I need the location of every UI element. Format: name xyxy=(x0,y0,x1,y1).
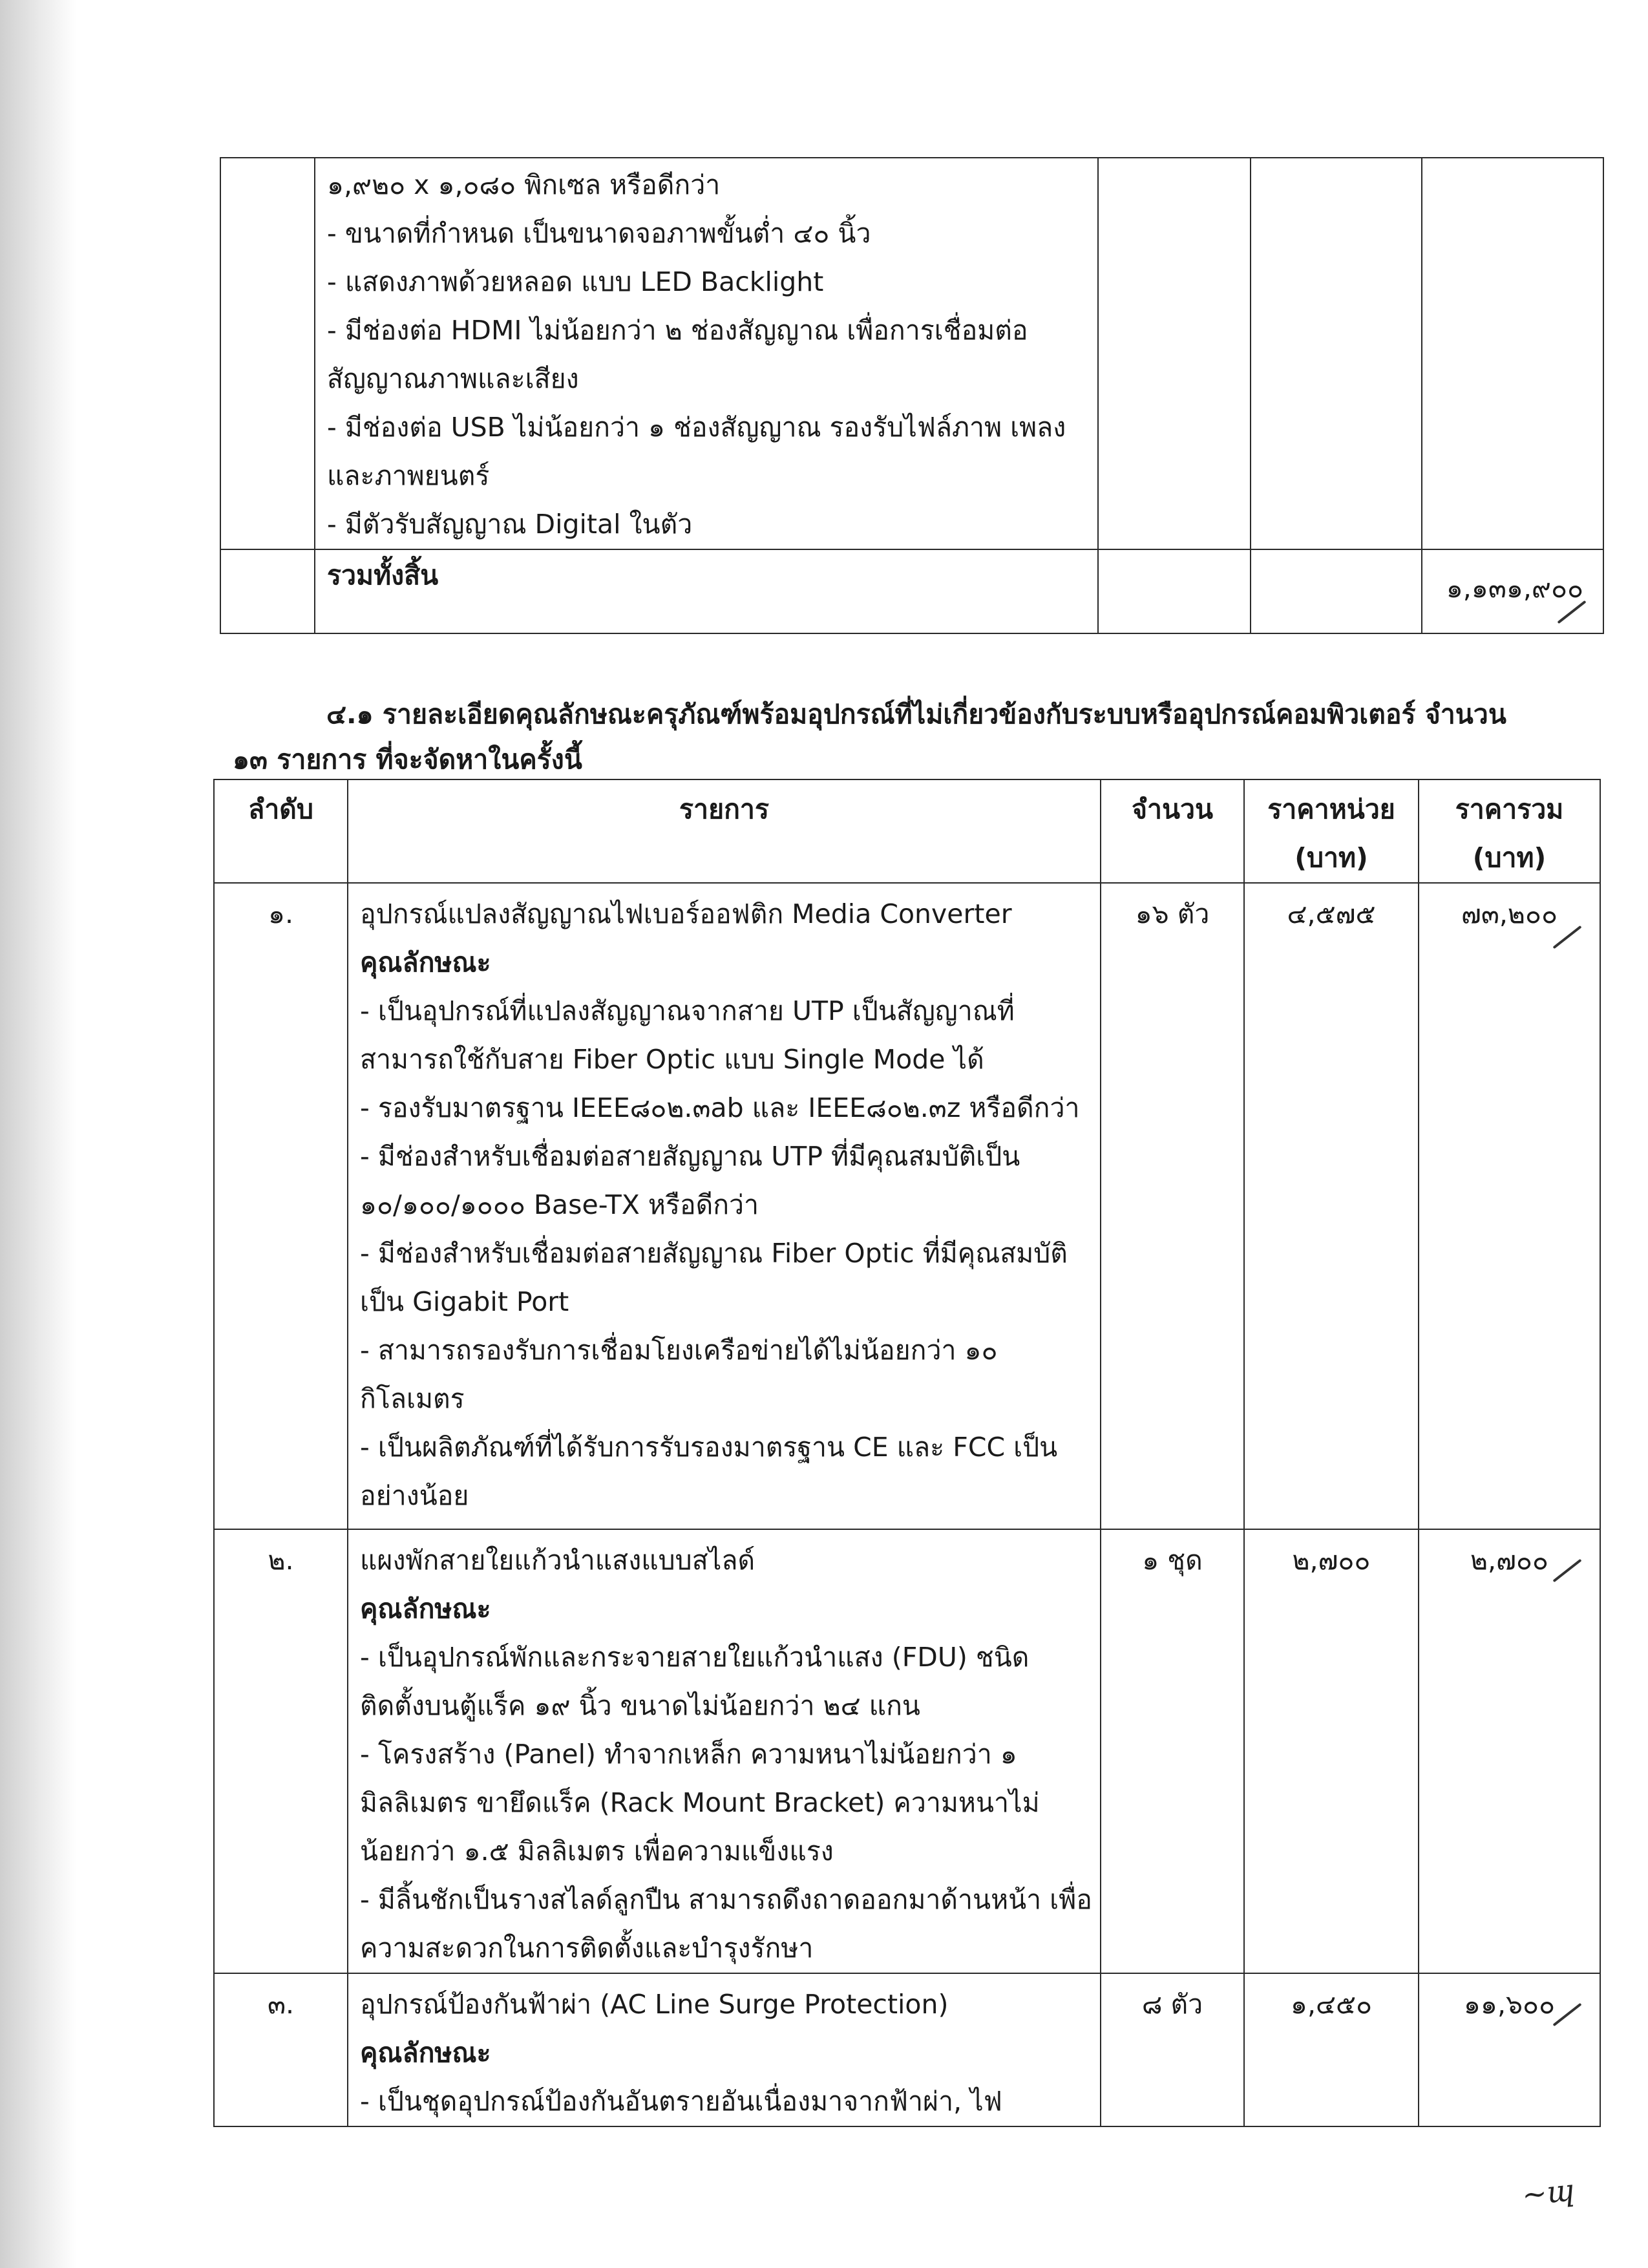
spec-line: - รองรับมาตรฐาน IEEE๘๐๒.๓ab และ IEEE๘๐๒.๓z หรือดีกว่า xyxy=(360,1092,1080,1123)
unit-price-cell xyxy=(1251,158,1422,549)
continuation-table xyxy=(220,157,1604,634)
spec-line: - เป็นอุปกรณ์ที่แปลงสัญญาณจากสาย UTP เป็นสัญญาณที่ xyxy=(360,995,1015,1026)
grand-total-label: รวมทั้งสิ้น xyxy=(327,560,439,591)
header-order: ลำดับ xyxy=(214,779,348,883)
spec-line: - แสดงภาพด้วยหลอด แบบ LED Backlight xyxy=(327,266,824,297)
spec-line: - โครงสร้าง (Panel) ทำจากเหล็ก ความหนาไม่น้อยกว่า ๑ xyxy=(360,1739,1017,1770)
spec-line: ๑๐/๑๐๐/๑๐๐๐ Base-TX หรือดีกว่า xyxy=(360,1189,759,1220)
order-cell xyxy=(220,549,315,633)
total-label-cell xyxy=(315,549,1098,633)
grand-total-row xyxy=(220,549,1603,633)
order-cell: ๑. xyxy=(214,883,348,1529)
header-item: รายการ xyxy=(348,779,1101,883)
equipment-table xyxy=(213,779,1601,2127)
item-cell xyxy=(348,1973,1101,2126)
order-cell: ๒. xyxy=(214,1529,348,1973)
header-unit-price: ราคาหน่วย (บาท) xyxy=(1244,779,1419,883)
spec-line: - เป็นอุปกรณ์พักและกระจายสายใยแก้วนำแสง (FDU) ชนิด xyxy=(360,1642,1030,1673)
spec-line: กิโลเมตร xyxy=(360,1383,465,1414)
order-cell: ๓. xyxy=(214,1973,348,2126)
quantity-cell: ๘ ตัว xyxy=(1101,1973,1244,2126)
total-price-cell: ๑๑,๖๐๐ xyxy=(1419,1973,1600,2126)
table-header-row xyxy=(214,779,1600,883)
spec-line: - เป็นชุดอุปกรณ์ป้องกันอันตรายอันเนื่องมาจากฟ้าผ่า, ไฟ xyxy=(360,2086,1002,2117)
unit-price-cell: ๑,๔๕๐ xyxy=(1244,1973,1419,2126)
spec-line: ความสะดวกในการติดตั้งและบำรุงรักษา xyxy=(360,1933,814,1964)
header-total-price: ราคารวม (บาท) xyxy=(1419,779,1600,883)
unit-price-cell xyxy=(1251,549,1422,633)
table-row xyxy=(214,1973,1600,2126)
item-title: แผงพักสายใยแก้วนำแสงแบบสไลด์ xyxy=(360,1545,755,1576)
spec-line: น้อยกว่า ๑.๕ มิลลิเมตร เพื่อความแข็งแรง xyxy=(360,1836,834,1867)
section-heading-line1: ๔.๑ รายละเอียดคุณลักษณะครุภัณฑ์พร้อมอุปกรณ์ที่ไม่เกี่ยวข้องกับระบบหรืออุปกรณ์คอมพิวเตอร์ จำนวน xyxy=(326,699,1506,730)
item-cell xyxy=(348,1529,1101,1973)
spec-line: ติดตั้งบนตู้แร็ค ๑๙ นิ้ว ขนาดไม่น้อยกว่า ๒๔ แกน xyxy=(360,1690,920,1721)
spec-line: และภาพยนตร์ xyxy=(327,460,490,491)
continuation-row xyxy=(220,158,1603,549)
spec-line: - มีลิ้นชักเป็นรางสไลด์ลูกปืน สามารถดึงถาดออกมาด้านหน้า เพื่อ xyxy=(360,1884,1092,1915)
spec-label: คุณลักษณะ xyxy=(360,1593,491,1624)
unit-price-cell: ๔,๕๗๕ xyxy=(1244,883,1419,1529)
order-cell xyxy=(220,158,315,549)
spec-line: - มีตัวรับสัญญาณ Digital ในตัว xyxy=(327,509,693,540)
spec-line: สามารถใช้กับสาย Fiber Optic แบบ Single Mode ได้ xyxy=(360,1044,984,1075)
grand-total-value: ๑,๑๓๑,๙๐๐ xyxy=(1446,573,1583,604)
handwritten-initials: ~ɰ xyxy=(1520,2172,1577,2213)
item-cell xyxy=(348,883,1101,1529)
total-price-cell: ๗๓,๒๐๐ xyxy=(1419,883,1600,1529)
spec-line: มิลลิเมตร ขายึดแร็ค (Rack Mount Bracket) ความหนาไม่ xyxy=(360,1787,1040,1818)
quantity-cell xyxy=(1098,158,1251,549)
spec-line: - มีช่องสำหรับเชื่อมต่อสายสัญญาณ Fiber Optic ที่มีคุณสมบัติ xyxy=(360,1238,1068,1269)
spec-line: อย่างน้อย xyxy=(360,1480,469,1511)
quantity-cell: ๑๖ ตัว xyxy=(1101,883,1244,1529)
total-price-cell: ๒,๗๐๐ xyxy=(1419,1529,1600,1973)
spec-line: - มีช่องต่อ HDMI ไม่น้อยกว่า ๒ ช่องสัญญาณ เพื่อการเชื่อมต่อ xyxy=(327,315,1028,346)
spec-cell xyxy=(315,158,1098,549)
spec-line: - สามารถรองรับการเชื่อมโยงเครือข่ายได้ไม่น้อยกว่า ๑๐ xyxy=(360,1335,998,1366)
spec-label: คุณลักษณะ xyxy=(360,2037,491,2068)
total-price-cell xyxy=(1422,158,1603,549)
quantity-cell xyxy=(1098,549,1251,633)
item-title: อุปกรณ์ป้องกันฟ้าผ่า (AC Line Surge Protection) xyxy=(360,1989,949,2020)
spec-line: - มีช่องต่อ USB ไม่น้อยกว่า ๑ ช่องสัญญาณ รองรับไฟล์ภาพ เพลง xyxy=(327,412,1066,443)
spec-line: - มีช่องสำหรับเชื่อมต่อสายสัญญาณ UTP ที่มีคุณสมบัติเป็น xyxy=(360,1141,1020,1172)
spec-line: - ขนาดที่กำหนด เป็นขนาดจอภาพขั้นต่ำ ๔๐ นิ้ว xyxy=(327,218,871,249)
item-title: อุปกรณ์แปลงสัญญาณไฟเบอร์ออฟติก Media Converter xyxy=(360,898,1012,929)
spec-line: - เป็นผลิตภัณฑ์ที่ได้รับการรับรองมาตรฐาน CE และ FCC เป็น xyxy=(360,1432,1058,1463)
unit-price-cell: ๒,๗๐๐ xyxy=(1244,1529,1419,1973)
total-value-cell xyxy=(1422,549,1603,633)
table-row xyxy=(214,1529,1600,1973)
scan-edge-shadow xyxy=(0,0,76,2268)
quantity-cell: ๑ ชุด xyxy=(1101,1529,1244,1973)
spec-line: สัญญาณภาพและเสียง xyxy=(327,363,579,394)
spec-line: เป็น Gigabit Port xyxy=(360,1286,569,1317)
table-row xyxy=(214,883,1600,1529)
spec-line: ๑,๙๒๐ x ๑,๐๘๐ พิกเซล หรือดีกว่า xyxy=(327,169,721,200)
section-heading-line2: ๑๓ รายการ ที่จะจัดหาในครั้งนี้ xyxy=(233,744,582,775)
header-quantity: จำนวน xyxy=(1101,779,1244,883)
spec-label: คุณลักษณะ xyxy=(360,947,491,978)
